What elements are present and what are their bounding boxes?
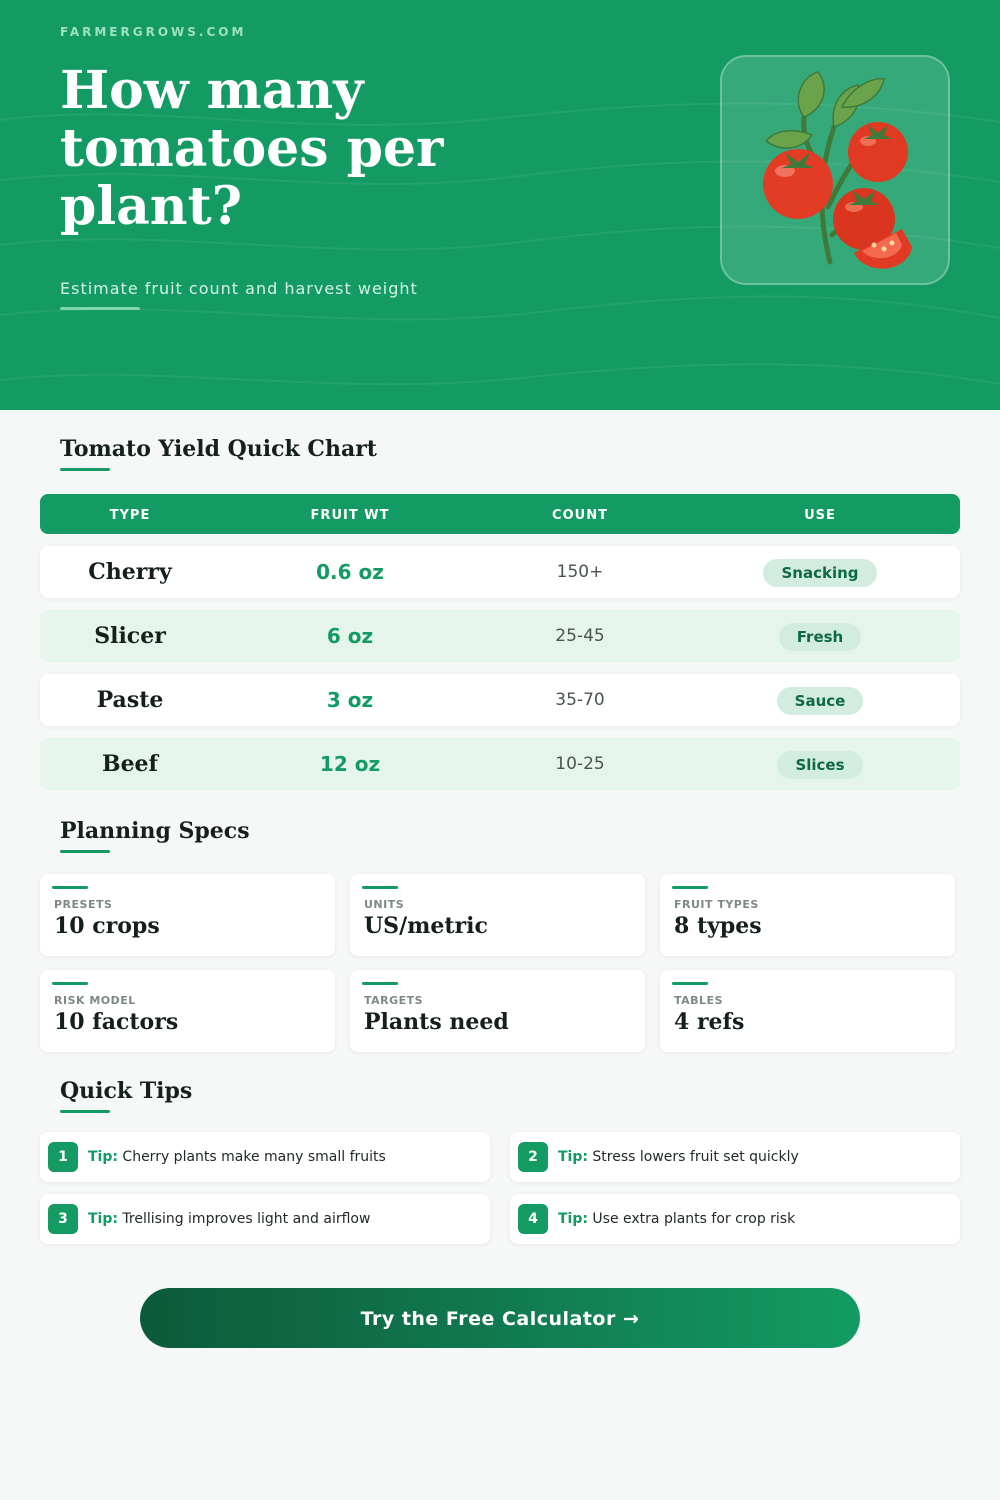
column-header-fruit-wt: FRUIT WT [310,508,390,523]
hero-illustration-card [720,55,950,285]
tip-prefix: Tip: [88,1211,118,1227]
row-type: Slicer [94,623,166,649]
tip-number-badge: 2 [518,1142,548,1172]
row-count: 35-70 [555,690,605,710]
spec-accent [362,886,398,889]
try-calculator-button[interactable]: Try the Free Calculator → [140,1288,860,1348]
spec-card [350,970,645,1052]
row-count: 10-25 [555,754,605,774]
row-fruit-weight: 0.6 oz [316,560,384,584]
row-count: 25-45 [555,626,605,646]
table-row [40,738,960,790]
column-header-count: COUNT [552,508,608,523]
spec-label: RISK MODEL [54,994,136,1007]
specs-title: Planning Specs [60,818,250,844]
use-badge: Slices [777,751,862,779]
tip-body: Stress lowers fruit set quickly [592,1149,799,1165]
page-subtitle: Estimate fruit count and harvest weight [60,279,418,298]
tips-title: Quick Tips [60,1078,193,1104]
page-title: How many tomatoes per plant? [60,60,444,237]
tip-prefix: Tip: [88,1149,118,1165]
spec-card [660,970,955,1052]
spec-accent [52,886,88,889]
spec-accent [362,982,398,985]
table-header [40,494,960,534]
tip-body: Cherry plants make many small fruits [122,1149,386,1165]
row-count: 150+ [556,562,604,582]
tip-number-badge: 4 [518,1204,548,1234]
spec-accent [672,886,708,889]
tip-text [88,1132,386,1182]
spec-card [40,874,335,956]
row-fruit-weight: 6 oz [326,624,374,648]
spec-value: Plants need [364,1009,509,1035]
spec-value: US/metric [364,913,488,939]
spec-label: PRESETS [54,898,113,911]
site-name: FARMERGROWS.COM [60,25,247,39]
spec-label: TABLES [674,994,723,1007]
use-badge: Snacking [763,559,876,587]
spec-card [350,874,645,956]
spec-card [40,970,335,1052]
use-badge: Fresh [779,623,861,651]
row-use [700,674,940,726]
table-row [40,546,960,598]
yield-chart-title-underline [60,468,110,471]
tip-card [40,1194,490,1244]
tips-title-underline [60,1110,110,1113]
spec-value: 10 factors [54,1009,179,1035]
row-use [700,546,940,598]
row-use [700,610,940,662]
tip-card [510,1194,960,1244]
use-badge: Sauce [777,687,864,715]
spec-card [660,874,955,956]
specs-title-underline [60,850,110,853]
row-fruit-weight: 3 oz [326,688,374,712]
spec-label: FRUIT TYPES [674,898,759,911]
tip-number-badge: 1 [48,1142,78,1172]
spec-value: 8 types [674,913,762,939]
tomato-vine-icon [722,57,952,287]
column-header-type: TYPE [109,508,151,523]
spec-label: TARGETS [364,994,424,1007]
spec-accent [672,982,708,985]
spec-value: 10 crops [54,913,160,939]
tip-number-badge: 3 [48,1204,78,1234]
table-row [40,674,960,726]
table-row [40,610,960,662]
tip-body: Trellising improves light and airflow [122,1211,371,1227]
spec-accent [52,982,88,985]
spec-label: UNITS [364,898,405,911]
tip-prefix: Tip: [558,1149,588,1165]
row-type: Paste [96,687,164,713]
hero-banner [0,0,1000,410]
tip-text [558,1194,795,1244]
tip-card [510,1132,960,1182]
column-header-use: USE [804,508,836,523]
row-type: Cherry [88,559,172,585]
row-type: Beef [101,751,159,777]
tip-text [88,1194,370,1244]
spec-value: 4 refs [674,1009,745,1035]
yield-chart-title: Tomato Yield Quick Chart [60,436,377,462]
subtitle-underline [60,307,140,310]
row-use [700,738,940,790]
tip-card [40,1132,490,1182]
tip-prefix: Tip: [558,1211,588,1227]
tip-body: Use extra plants for crop risk [592,1211,796,1227]
row-fruit-weight: 12 oz [319,752,381,776]
tip-text [558,1132,799,1182]
